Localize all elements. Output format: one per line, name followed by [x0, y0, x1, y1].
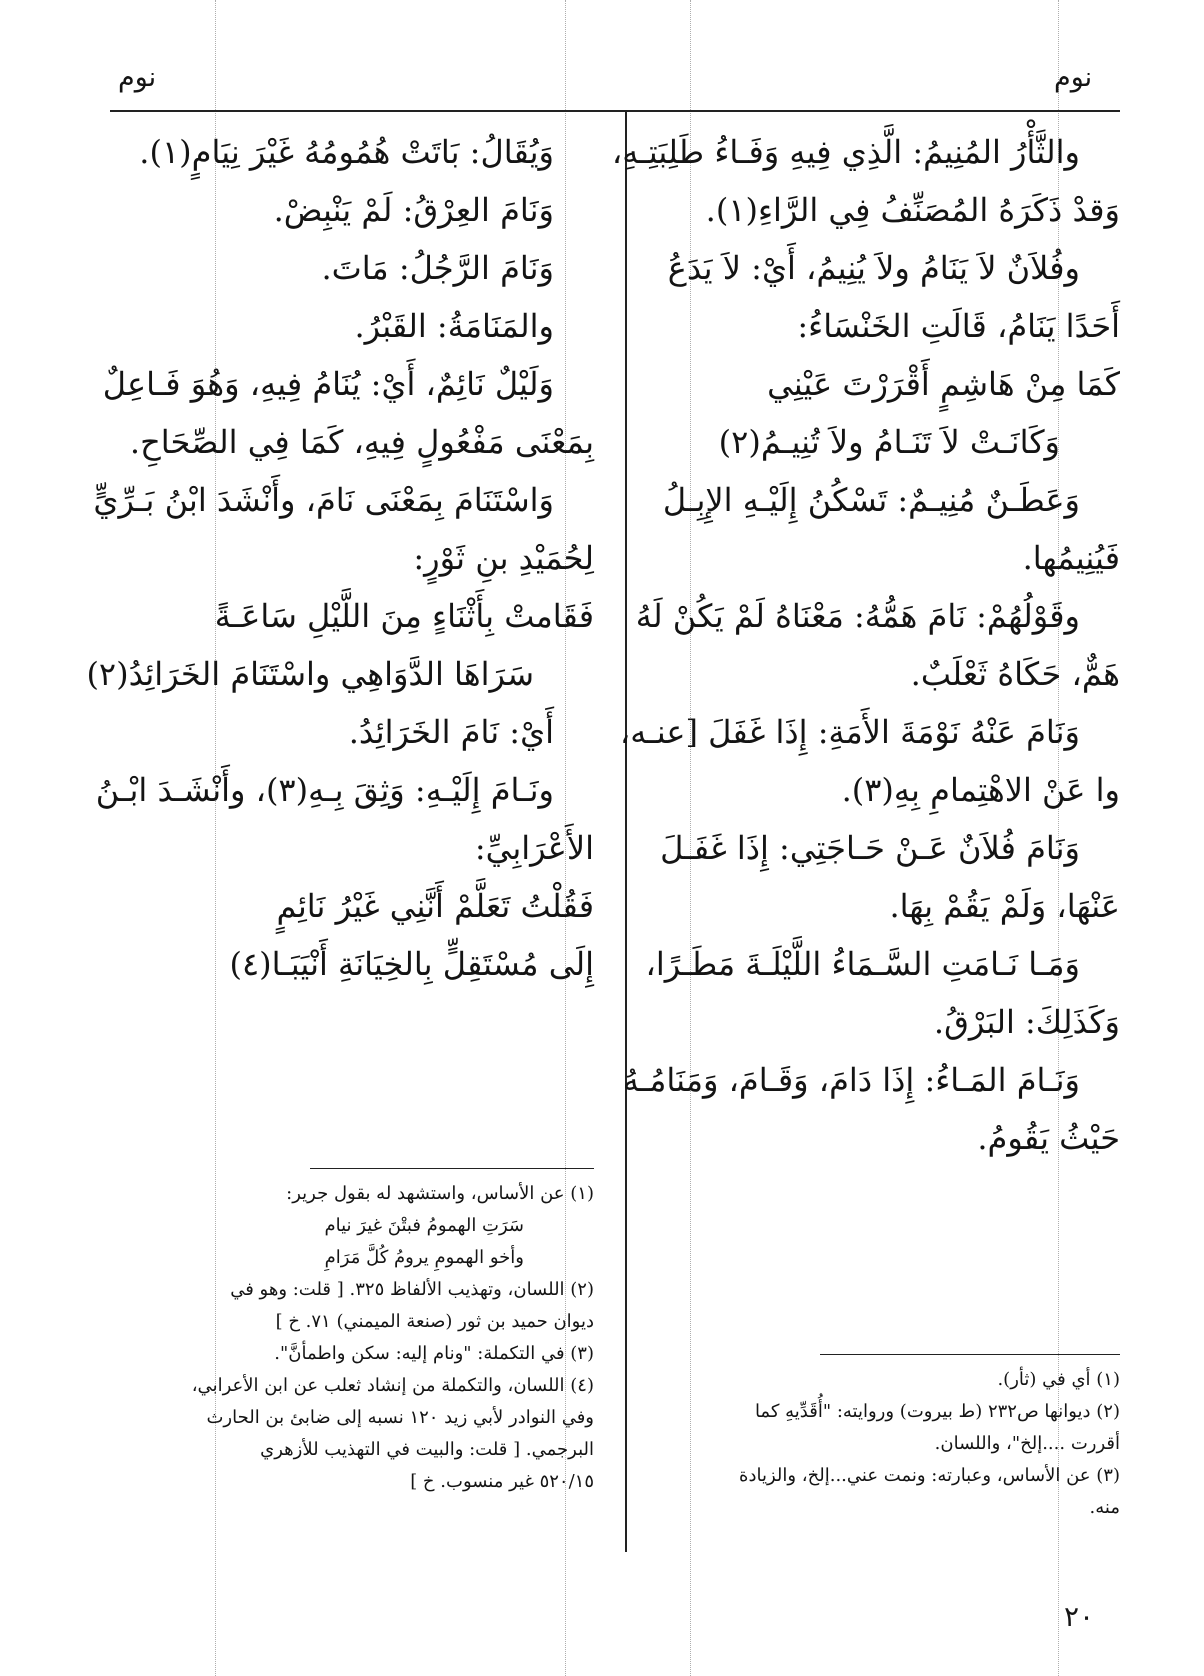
- footnote-line: منه.: [1089, 1497, 1120, 1518]
- footnote-line: (١) أي في (ثأر).: [997, 1369, 1120, 1390]
- footnote-line: (٤) اللسان، والتكملة من إنشاد ثعلب عن ابن الأعرابي،: [191, 1375, 594, 1396]
- page-number: ٢٠: [1064, 1600, 1095, 1633]
- verse-line: إِلَى مُسْتَقِلٍّ بِالخِيَانَةِ أَنْيَبَـا(٤): [229, 945, 594, 983]
- footnote-line: ديوان حميد بن ثور (صنعة الميمني) ٧١. خ ]: [275, 1311, 594, 1332]
- text-line: والثَّأْرُ المُنِيمُ: الَّذِي فِيهِ وَفَـاءُ طَلِبَتِـهِ،: [611, 133, 1080, 171]
- footnote-line: (٣) في التكملة: "ونام إليه: سكن واطمأنَّ".: [274, 1343, 594, 1364]
- text-line: وَكَذَلِكَ: البَرْقُ.: [933, 1003, 1120, 1041]
- text-line: وا عَنْ الاهْتِمامِ بِهِ(٣).: [841, 771, 1120, 809]
- verse-line: وَكَانَـتْ لاَ تَنَـامُ ولاَ تُنِيـمُ(٢): [718, 423, 1060, 461]
- footnote-line: ٥٢٠/١٥ غير منسوب. خ ]: [410, 1471, 594, 1492]
- text-line: عَنْهَا، وَلَمْ يَقُمْ بِهَا.: [889, 887, 1120, 925]
- verse-line: كَمَا مِنْ هَاشِمٍ أَقْرَرْتَ عَيْنِي: [767, 365, 1120, 403]
- footnote-verse: سَرَتِ الهمومُ فبتْنَ غيرَ نيام: [324, 1215, 524, 1236]
- text-line: وَنَامَ العِرْقُ: لَمْ يَنْبِضْ.: [273, 191, 554, 229]
- footnote-separator: [820, 1354, 1120, 1355]
- text-line: وَنَـامَ المَـاءُ: إِذَا دَامَ، وَقَـامَ، وَمَنَامُـهُ: [622, 1061, 1080, 1099]
- verse-line: فَقُلْتُ تَعَلَّمْ أَنَّنِي غَيْرُ نَائِمٍ: [276, 887, 594, 925]
- footnote-line: (٢) اللسان، وتهذيب الألفاظ ٣٢٥. [ قلت: وهو في: [230, 1279, 594, 1300]
- text-line: بِمَعْنَى مَفْعُولٍ فِيهِ، كَمَا فِي الصِّحَاحِ.: [129, 423, 594, 461]
- header-rule: [110, 110, 1120, 112]
- text-line: ونَـامَ إِلَيْـهِ: وَثِقَ بِـهِ(٣)، وأَنْشَـدَ ابْـنُ: [95, 771, 554, 809]
- right-footnotes: [650, 1364, 1120, 1524]
- left-footnotes: [112, 1178, 594, 1498]
- footnote-verse: وأخو الهمومِ يرومُ كُلَّ مَرَامِ: [324, 1247, 524, 1268]
- left-column: [86, 133, 594, 1005]
- text-line: وَقدْ ذَكَرَهُ المُصَنِّفُ فِي الرَّاءِ(١).: [705, 191, 1120, 229]
- text-line: وقَوْلُهُمْ: نَامَ هَمُّهُ: مَعْنَاهُ لَمْ يَكُنْ لَهُ: [635, 597, 1080, 635]
- text-line: فَيُنِيمُها.: [1022, 539, 1120, 577]
- running-head-right: نوم: [1054, 62, 1093, 93]
- running-head-left: نوم: [118, 62, 157, 93]
- text-line: والمَنَامَةُ: القَبْرُ.: [354, 307, 554, 345]
- verse-line: فَقَامتْ بِأَثْنَاءٍ مِنَ اللَّيْلِ سَاعَـةً: [214, 597, 594, 635]
- text-line: هَمٌّ، حَكَاهُ ثَعْلَبٌ.: [910, 655, 1120, 693]
- text-line: وَلَيْلٌ نَائِمٌ، أَيْ: يُنَامُ فِيهِ، وَهُوَ فَـاعِلٌ: [102, 365, 554, 403]
- footnote-line: (١) عن الأساس، واستشهد له بقول جرير:: [286, 1183, 594, 1204]
- footnote-separator: [310, 1168, 594, 1169]
- right-column: [611, 133, 1120, 1179]
- footnote-line: أقررت ....إلخ"، واللسان.: [934, 1433, 1120, 1454]
- text-line: وَعَطَـنٌ مُنِيـمٌ: تَسْكُنُ إِلَيْـهِ الإِبِـلُ: [662, 481, 1080, 519]
- text-line: حَيْثُ يَقُومُ.: [977, 1119, 1120, 1157]
- verse-line: سَرَاهَا الدَّوَاهِي واسْتَنَامَ الخَرَائِدُ(٢): [86, 655, 534, 693]
- text-line: وَنَامَ عَنْهُ نَوْمَةَ الأَمَةِ: إِذَا غَفَلَ [عنـه،: [619, 713, 1080, 751]
- text-line: الأَعْرَابِيِّ:: [474, 829, 594, 867]
- footnote-line: (٣) عن الأساس، وعبارته: ونمت عني...إلخ، والزيادة: [739, 1465, 1120, 1486]
- text-line: وَنَامَ الرَّجُلُ: مَاتَ.: [321, 249, 554, 287]
- column-divider: [625, 112, 627, 1552]
- text-line: وفُلاَنٌ لاَ يَنَامُ ولاَ يُنِيمُ، أَيْ: لاَ يَدَعُ: [667, 249, 1080, 287]
- text-line: أَحَدًا يَنَامُ، قَالَتِ الخَنْسَاءُ:: [797, 307, 1120, 345]
- footnote-line: (٢) ديوانها ص٢٣٢ (ط بيروت) وروايته: "أُقَدِّيهِ كما: [754, 1401, 1120, 1422]
- text-line: لِحُمَيْدِ بنِ ثَوْرٍ:: [413, 539, 594, 577]
- text-line: وَنَامَ فُلاَنٌ عَـنْ حَـاجَتِي: إِذَا غَفَـلَ: [660, 829, 1080, 867]
- text-line: أَيْ: نَامَ الخَرَائِدُ.: [348, 713, 554, 751]
- footnote-line: البرجمي. [ قلت: والبيت في التهذيب للأزهري: [260, 1439, 594, 1460]
- text-line: وَاسْتَنَامَ بِمَعْنَى نَامَ، وأَنْشَدَ ابْنُ بَـرِّيٍّ: [93, 481, 554, 519]
- text-line: وَيُقَالُ: بَاتَتْ هُمُومُهُ غَيْرَ نِيَامٍ(١).: [139, 133, 554, 171]
- footnote-line: وفي النوادر لأبي زيد ١٢٠ نسبه إلى ضابئ بن الحارث: [206, 1407, 594, 1428]
- text-line: وَمَـا نَـامَتِ السَّـمَاءُ اللَّيْلَـةَ مَطَـرًا،: [645, 945, 1080, 983]
